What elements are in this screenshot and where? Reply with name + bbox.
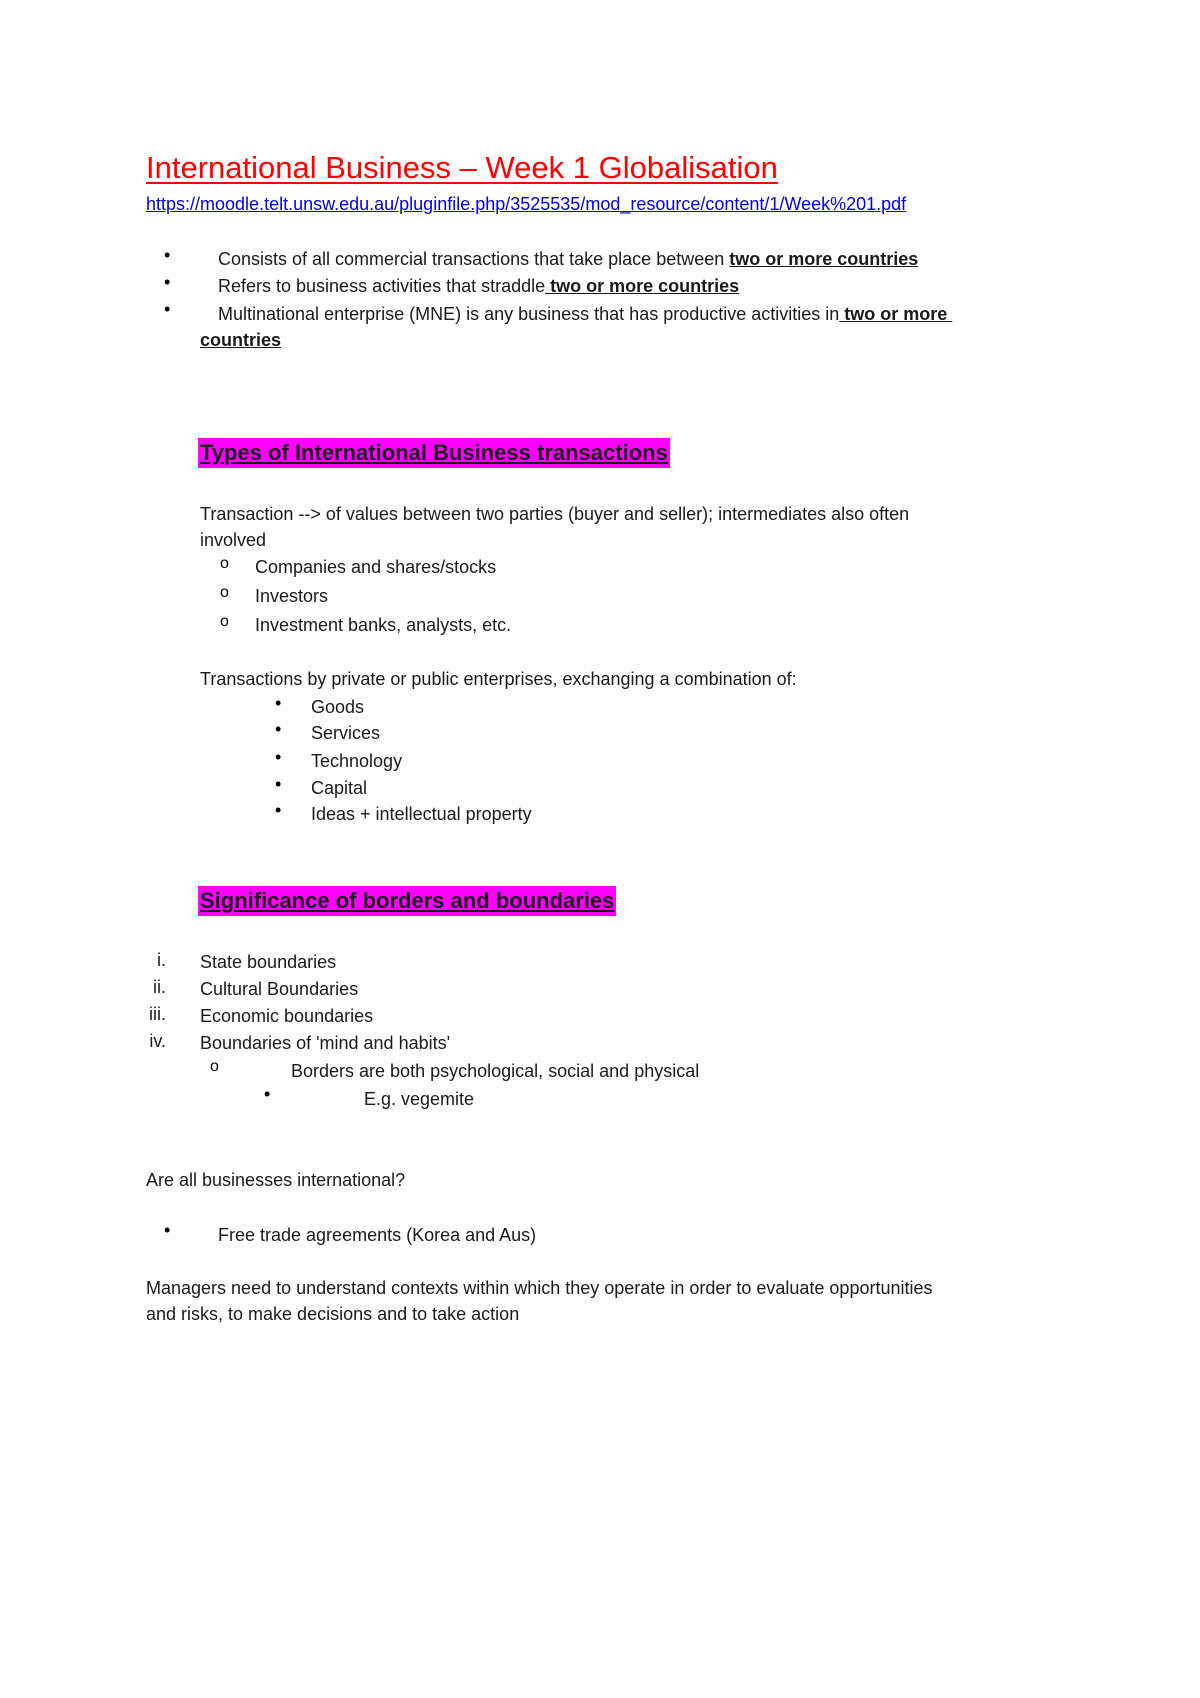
bullet-icon: • [275, 693, 282, 713]
exchange-intro: Transactions by private or public enterprises, exchanging a combination of: [200, 669, 797, 689]
bullet-icon: • [164, 1220, 171, 1240]
list-item: Technology [311, 751, 403, 771]
list-numeral: i. [157, 950, 166, 970]
list-numeral: iv. [149, 1031, 166, 1051]
list-item: Free trade agreements (Korea and Aus) [218, 1225, 537, 1245]
document-title: International Business – Week 1 Globalisation [146, 150, 778, 185]
list-item: State boundaries [200, 952, 337, 972]
list-item: Investors [255, 586, 329, 606]
list-item: Boundaries of 'mind and habits' [200, 1033, 451, 1053]
list-sub-item: Borders are both psychological, social and physical [291, 1061, 700, 1081]
bullet-icon: • [164, 272, 171, 292]
resource-link[interactable]: https://moodle.telt.unsw.edu.au/pluginfile.php/3525535/mod_resource/content/1/Week%201.pdf [146, 194, 907, 214]
hollow-bullet-icon: o [220, 555, 229, 572]
intro-bullet-2-emphasis: two or more countries [545, 276, 740, 296]
bullet-icon: • [275, 774, 282, 794]
list-item: Ideas + intellectual property [311, 804, 532, 824]
intro-bullet-1-emphasis: two or more countries [729, 249, 919, 269]
intro-bullet-2 [218, 274, 739, 298]
hollow-bullet-icon: o [220, 613, 229, 630]
intro-bullet-1 [218, 247, 918, 271]
list-item: Companies and shares/stocks [255, 557, 497, 577]
bullet-icon: • [164, 245, 171, 265]
intro-bullet-2-text: Refers to business activities that straddle [218, 276, 546, 296]
hollow-bullet-icon: o [210, 1058, 219, 1075]
list-numeral: iii. [149, 1004, 166, 1024]
transaction-definition-line-2: involved [200, 530, 267, 550]
transaction-definition-line-1: Transaction --> of values between two parties (buyer and seller); intermediates also often [200, 504, 910, 524]
bullet-icon: • [275, 747, 282, 767]
bullet-icon: • [275, 800, 282, 820]
list-item: Economic boundaries [200, 1006, 374, 1026]
section-heading-transactions: Types of International Business transactions [198, 438, 670, 468]
closing-paragraph-line-2: and risks, to make decisions and to take action [146, 1304, 520, 1324]
bullet-icon: • [164, 299, 171, 319]
intro-bullet-3 [218, 302, 952, 326]
question-text: Are all businesses international? [146, 1170, 406, 1190]
bullet-icon: • [275, 719, 282, 739]
bullet-icon: • [264, 1084, 271, 1104]
section-heading-borders: Significance of borders and boundaries [198, 886, 616, 916]
list-item: Capital [311, 778, 368, 798]
list-item: Services [311, 723, 381, 743]
list-item: Goods [311, 697, 365, 717]
closing-paragraph-line-1: Managers need to understand contexts within which they operate in order to evaluate opportunities [146, 1278, 933, 1298]
intro-bullet-1-text: Consists of all commercial transactions that take place between [218, 249, 730, 269]
intro-bullet-3-emphasis: two or more [839, 304, 953, 324]
hollow-bullet-icon: o [220, 584, 229, 601]
intro-bullet-3-text: Multinational enterprise (MNE) is any business that has productive activities in [218, 304, 840, 324]
intro-bullet-3-continuation: countries [200, 330, 282, 350]
list-numeral: ii. [153, 977, 166, 997]
list-sub-sub-item: E.g. vegemite [364, 1089, 475, 1109]
list-item: Investment banks, analysts, etc. [255, 615, 512, 635]
list-item: Cultural Boundaries [200, 979, 359, 999]
